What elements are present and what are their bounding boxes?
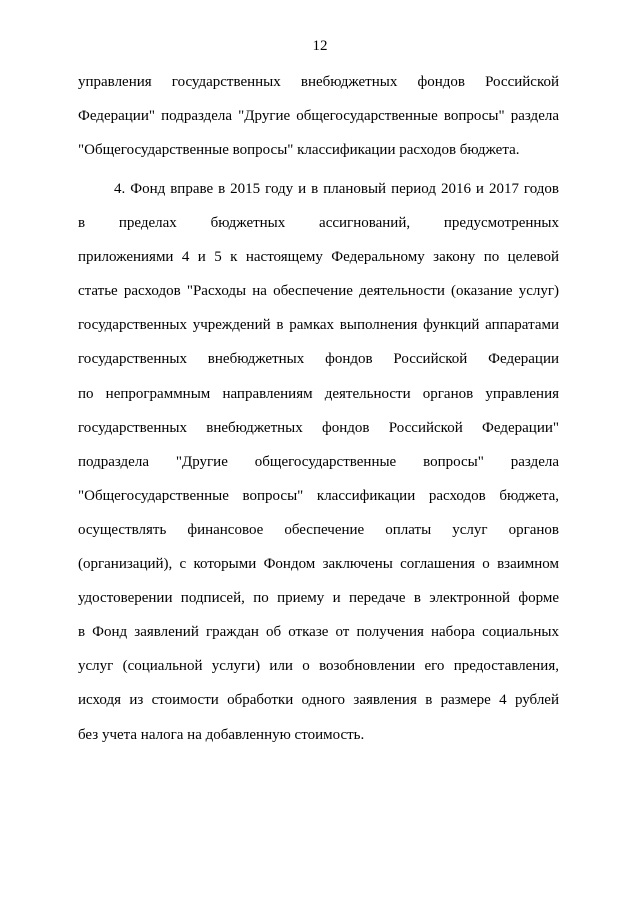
text-line: 4. Фонд вправе в 2015 году и в плановый период 2016 и 2017 годов [114,181,559,197]
text-line: исходя из стоимости обработки одного заявления в размере 4 рублей [78,692,559,709]
text-line: в пределах бюджетных ассигнований, предусмотренных [78,215,559,232]
text-line: без учета налога на добавленную стоимость. [78,726,365,743]
text-line: Федерации" подраздела "Другие общегосударственные вопросы" раздела [78,108,559,125]
text-line: государственных внебюджетных фондов Российской Федерации" [78,419,559,436]
text-line: осуществлять финансовое обеспечение оплаты услуг органов [78,521,559,538]
page-number: 12 [312,38,328,54]
text-line: (организаций), с которыми Фондом заключены соглашения о взаимном [78,556,559,573]
text-line: государственных внебюджетных фондов Российской Федерации [78,351,559,368]
text-line: "Общегосударственные вопросы" классификации расходов бюджета. [78,142,520,159]
text-line: "Общегосударственные вопросы" классификации расходов бюджета, [78,487,559,504]
text-line: управления государственных внебюджетных фондов Российской [78,74,559,90]
text-line: в Фонд заявлений граждан об отказе от получения набора социальных [78,624,559,641]
continuation-text [78,73,559,175]
text-line: удостоверении подписей, по приему и передаче в электронной форме [78,590,559,607]
text-line: приложениями 4 и 5 к настоящему Федеральному закону по целевой [78,249,559,266]
text-line: статье расходов "Расходы на обеспечение деятельности (оказание услуг) [78,283,559,300]
text-line: подраздела "Другие общегосударственные вопросы" раздела [78,453,559,470]
text-line: услуг (социальной услуги) или о возобновлении его предоставления, [78,658,559,675]
text-line: государственных учреждений в рамках выполнения функций аппаратами [78,317,559,334]
paragraph-4 [78,180,559,760]
text-line: по непрограммным направлениям деятельности органов управления [78,385,559,402]
